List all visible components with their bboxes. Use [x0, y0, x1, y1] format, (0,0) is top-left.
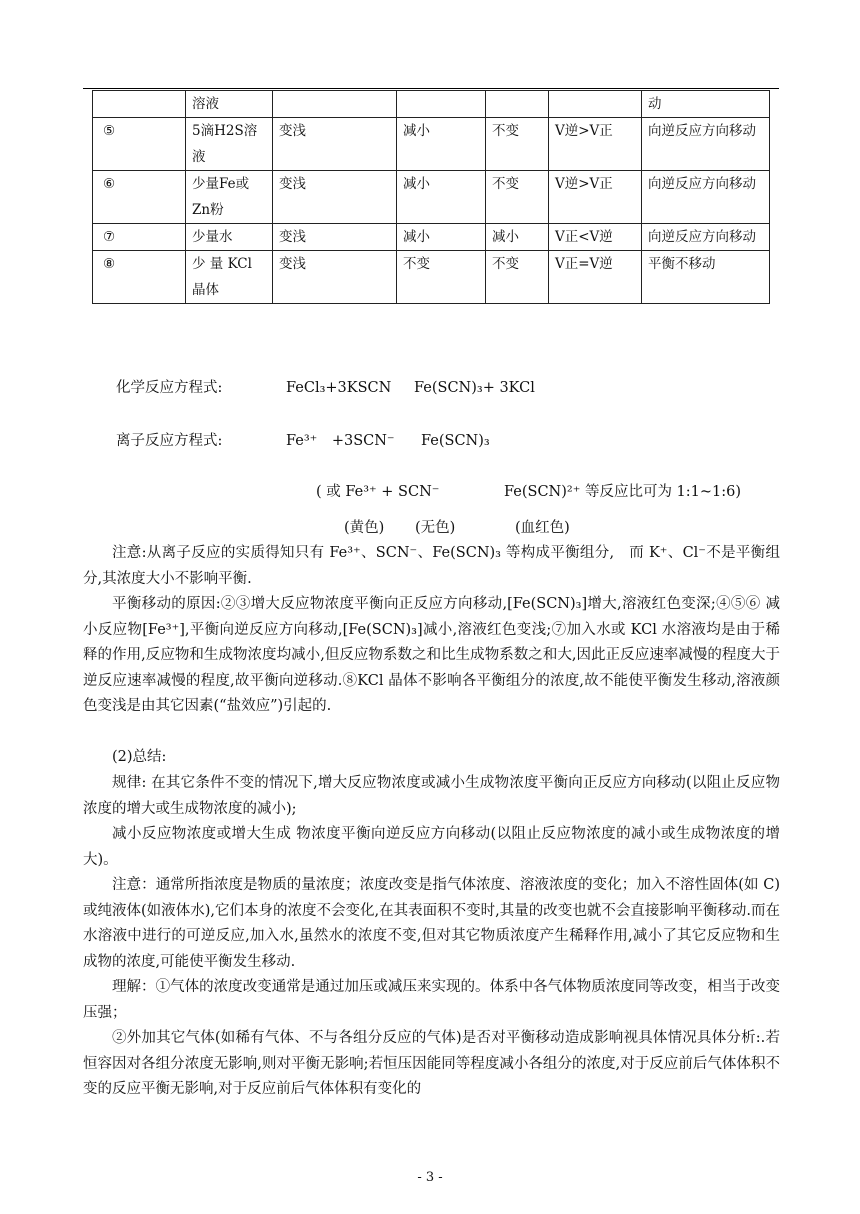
header-rule: [83, 88, 779, 89]
table-cell-no: ⑧: [93, 251, 186, 304]
table-cell-no: ⑥: [93, 171, 186, 224]
ion-equation: [116, 429, 490, 450]
table-cell-no: ⑤: [93, 118, 186, 171]
table-cell-shift: 向逆反应方向移动: [642, 224, 770, 251]
table-cell-color: 变浅: [273, 118, 397, 171]
table-cell-c_fe: 减小: [397, 171, 486, 224]
table-cell-rate: [549, 91, 642, 118]
table-cell-reagent: 少 量 KCl 晶体: [186, 251, 273, 304]
table-row: [93, 251, 770, 304]
table-cell-no: ⑦: [93, 224, 186, 251]
understand-paragraph-2: ②外加其它气体(如稀有气体、不与各组分反应的气体)是否对平衡移动造成影响视具体情况具体分析:.若恒容因对各组分浓度无影响,则对平衡无影响;若恒压因能同等程度减小各组分的浓度,对于反应前后气体体积不变的反应平衡无影响,对于反应前后气体体积有变化的: [83, 1030, 780, 1097]
chem-right: Fe(SCN)₃+ 3KCl: [414, 380, 535, 396]
table-cell-c_fe: 减小: [397, 224, 486, 251]
table-row: [93, 118, 770, 171]
chem-left: FeCl₃+3KSCN: [286, 380, 392, 396]
page-number: - 3 -: [417, 1170, 443, 1185]
table-cell-c_scn: [486, 91, 549, 118]
ion-left: Fe³⁺ +3SCN⁻: [286, 433, 395, 449]
table-cell-shift: 动: [642, 91, 770, 118]
table-cell-reagent: 少量水: [186, 224, 273, 251]
chem-label: 化学反应方程式:: [116, 380, 223, 396]
table-cell-shift: 向逆反应方向移动: [642, 118, 770, 171]
table-cell-color: 变浅: [273, 171, 397, 224]
understand-paragraph-1: 理解：①气体的浓度改变通常是通过加压或减压来实现的。体系中各气体物质浓度同等改变，相当于改变压强；: [83, 979, 780, 1021]
table-cell-c_fe: 不变: [397, 251, 486, 304]
table-row: [93, 91, 770, 118]
reason-paragraph: 平衡移动的原因:②③增大反应物浓度平衡向正反应方向移动,[Fe(SCN)₃]增大,溶液红色变深;④⑤⑥ 减小反应物[Fe³⁺],平衡向逆反应方向移动,[Fe(SCN)₃]减小,溶液红色变浅;⑦加入水或 KCl 水溶液均是由于稀释的作用,反应物和生成物浓度均减小,但反应物系数之和比生成物系数之和大,因此正反应速率减慢的程度大于逆反应速率减慢的程度,故平衡向逆移动.⑧KCl 晶体不影响各平衡组分的浓度,故不能使平衡发生移动,溶液颜色变浅是由其它因素(“盐效应”)引起的.: [83, 596, 780, 714]
rule-paragraph: 规律: 在其它条件不变的情况下,增大反应物浓度或减小生成物浓度平衡向正反应方向移动(以阻止反应物浓度的增大或生成物浓度的减小);: [83, 775, 780, 817]
table-row: [93, 171, 770, 224]
rule-paragraph-2: 减小反应物浓度或增大生成 物浓度平衡向逆反应方向移动(以阻止反应物浓度的减小或生成物浓度的增大)。: [83, 826, 780, 868]
table-cell-c_scn: 不变: [486, 171, 549, 224]
table-cell-c_scn: 减小: [486, 224, 549, 251]
note-paragraph-1: 注意:从离子反应的实质得知只有 Fe³⁺、SCN⁻、Fe(SCN)₃ 等构成平衡组分, 而 K⁺、Cl⁻不是平衡组分,其浓度大小不影响平衡.: [83, 545, 780, 587]
table-cell-reagent: 少量Fe或Zn粉: [186, 171, 273, 224]
table-cell-color: 变浅: [273, 224, 397, 251]
table-cell-no: [93, 91, 186, 118]
table-cell-shift: 平衡不移动: [642, 251, 770, 304]
table-cell-shift: 向逆反应方向移动: [642, 171, 770, 224]
table-cell-color: [273, 91, 397, 118]
table-cell-rate: V正<V逆: [549, 224, 642, 251]
chem-equation: [116, 376, 535, 397]
table-cell-c_scn: 不变: [486, 251, 549, 304]
table-cell-reagent: 溶液: [186, 91, 273, 118]
table-cell-color: 变浅: [273, 251, 397, 304]
experiment-table: [92, 90, 770, 304]
alt-right: Fe(SCN)²⁺ 等反应比可为 1:1~1:6): [504, 484, 742, 500]
table-cell-c_fe: 减小: [397, 118, 486, 171]
color-none: (无色): [415, 520, 456, 536]
ion-label: 离子反应方程式:: [116, 433, 223, 449]
summary-title: (2)总结:: [112, 749, 167, 765]
alt-left: ( 或 Fe³⁺ + SCN⁻: [316, 484, 440, 500]
ion-right: Fe(SCN)₃: [421, 433, 490, 449]
table-row: [93, 224, 770, 251]
color-yellow: (黄色): [344, 520, 385, 536]
color-red: (血红色): [515, 520, 570, 536]
note-paragraph-2: 注意：通常所指浓度是物质的量浓度；浓度改变是指气体浓度、溶液浓度的变化；加入不溶性固体(如 C)或纯液体(如液体水),它们本身的浓度不会变化,在其表面积不变时,其量的改变也就不会直接影响平衡移动.而在水溶液中进行的可逆反应,加入水,虽然水的浓度不变,但对其它物质浓度产生稀释作用,减小了其它反应物和生成物的浓度,可能使平衡发生移动.: [83, 877, 780, 970]
table-cell-rate: V逆>V正: [549, 118, 642, 171]
table-cell-rate: V逆>V正: [549, 171, 642, 224]
table-cell-c_fe: [397, 91, 486, 118]
alt-equation: [316, 480, 741, 501]
table-cell-c_scn: 不变: [486, 118, 549, 171]
table-cell-rate: V正=V逆: [549, 251, 642, 304]
color-labels: [344, 516, 570, 537]
table-cell-reagent: 5滴H2S溶液: [186, 118, 273, 171]
